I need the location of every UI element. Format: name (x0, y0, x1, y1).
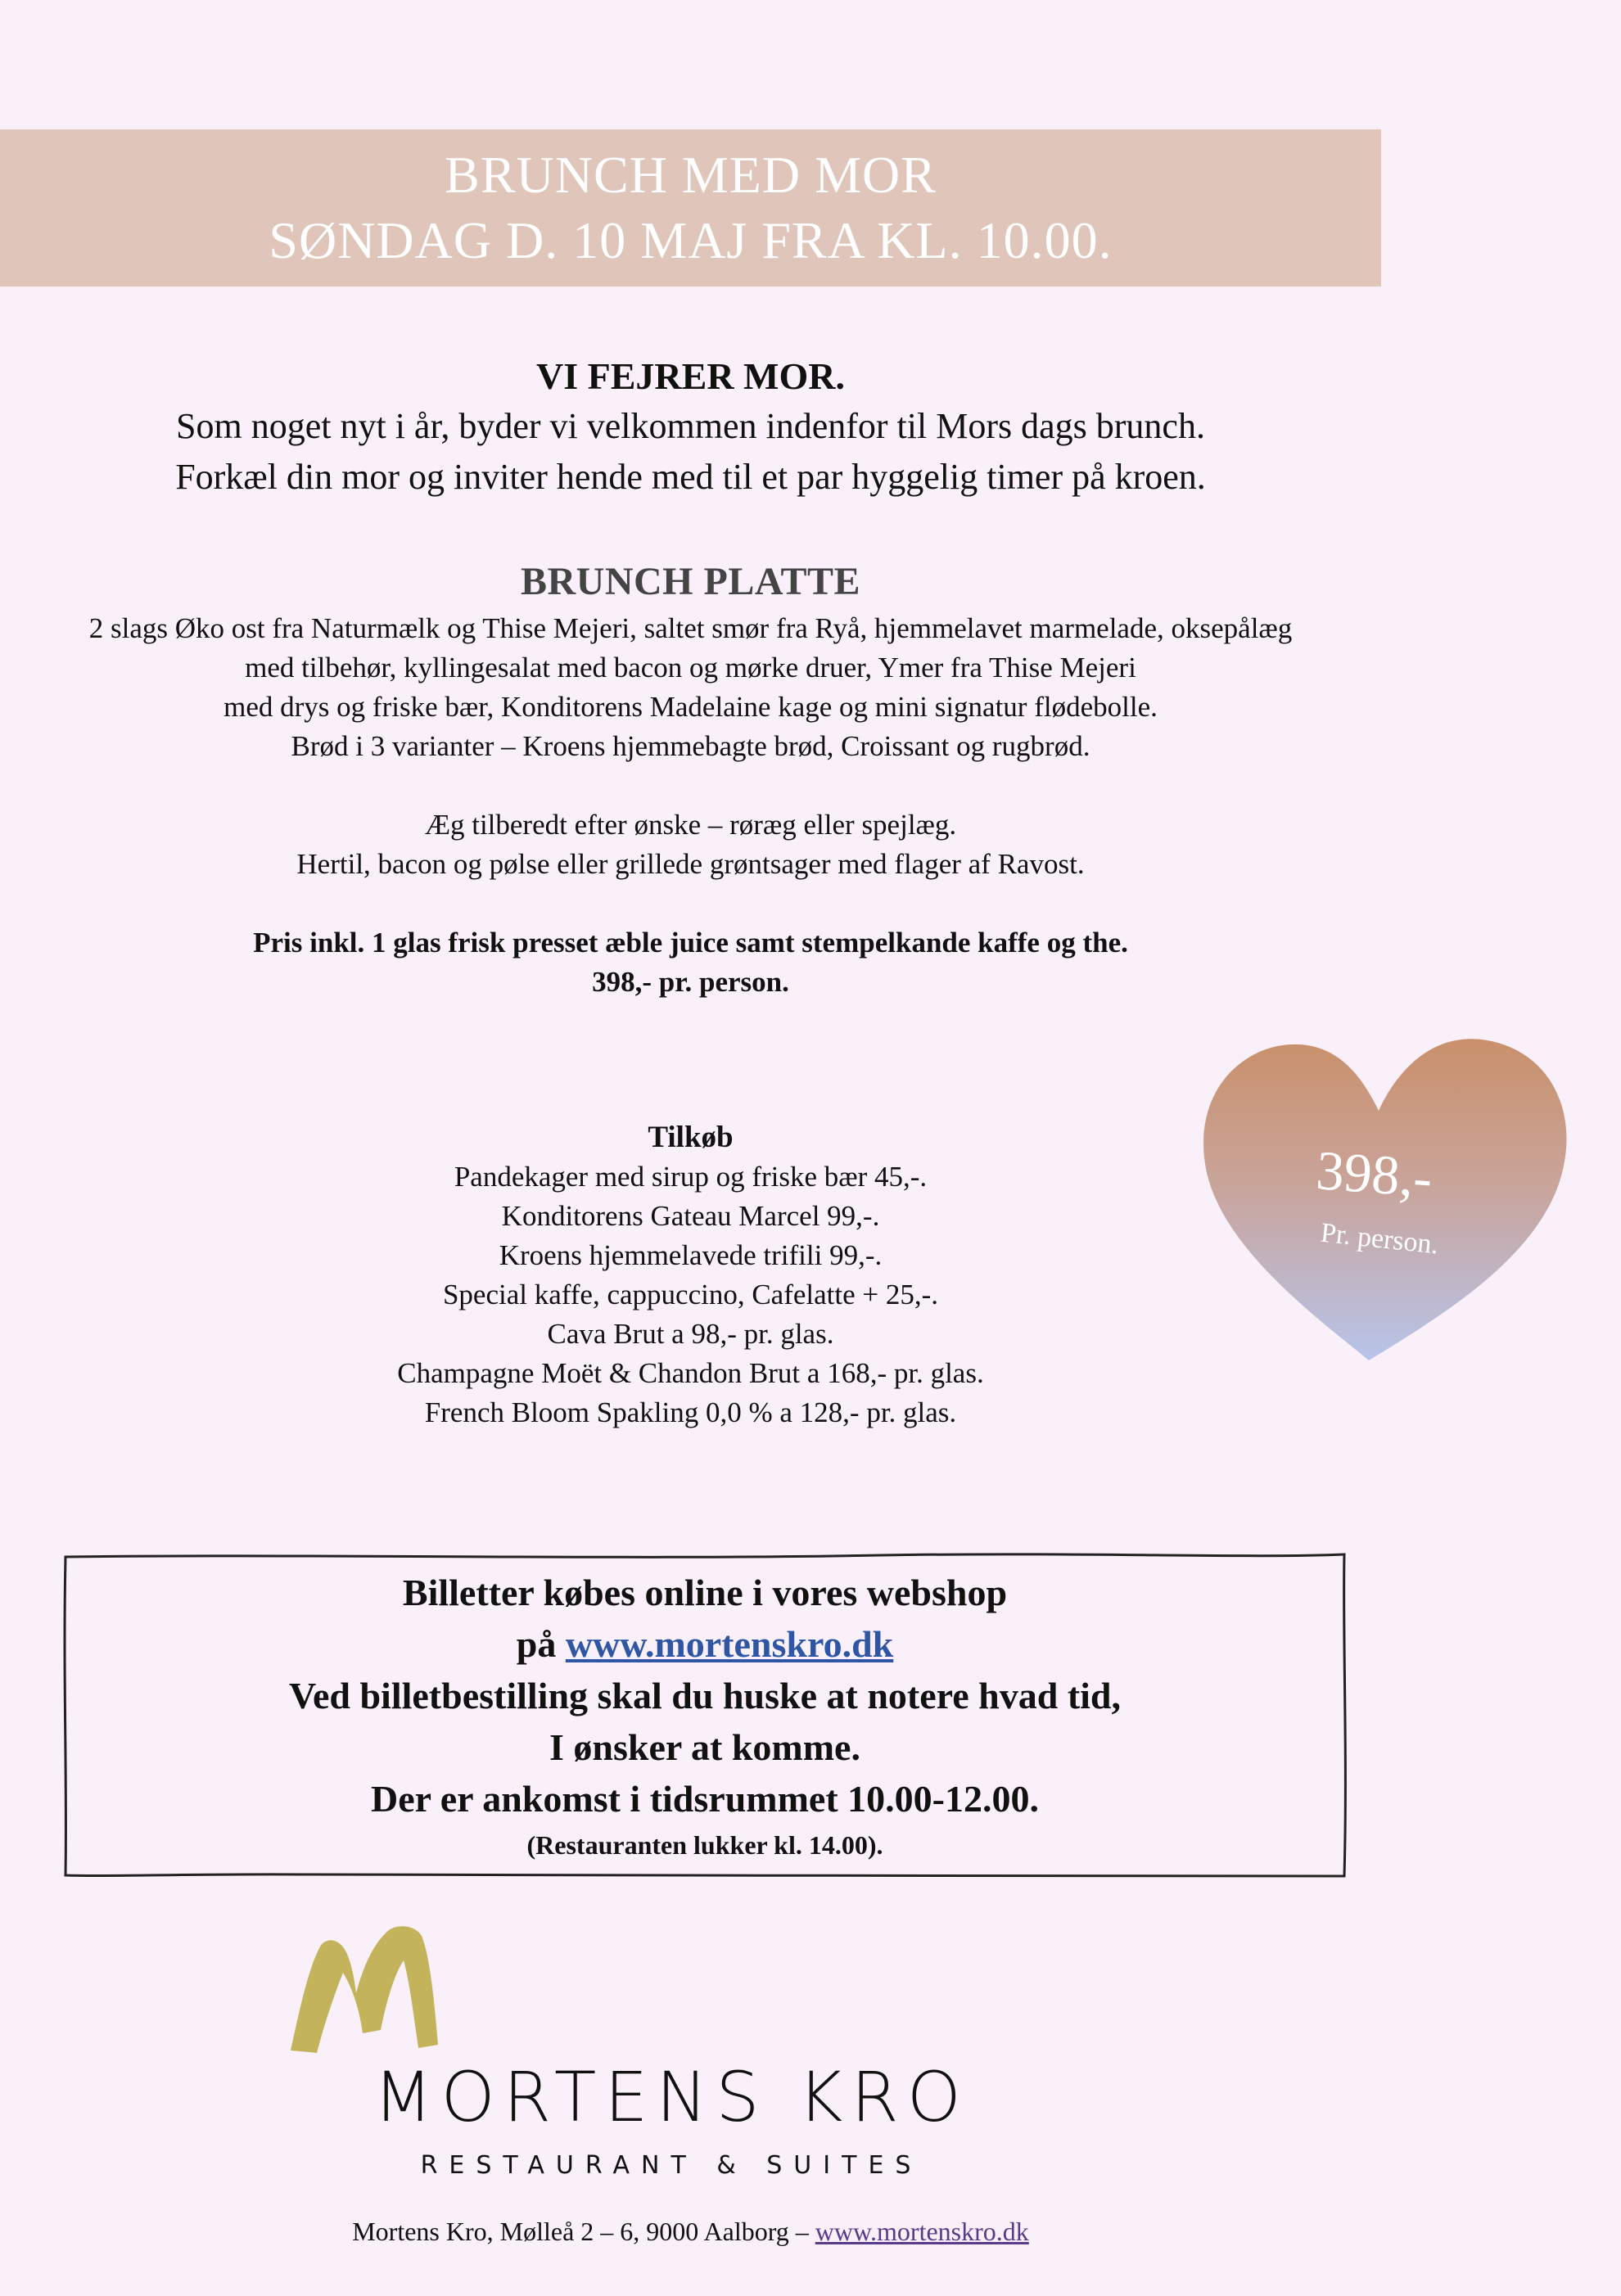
platter-line: med tilbehør, kyllingesalat med bacon og mørke druer, Ymer fra Thise Mejeri (245, 652, 1136, 683)
intro-line-2: Forkæl din mor og inviter hende med til et par hyggelig timer på kroen. (175, 457, 1206, 497)
platter-line: Brød i 3 varianter – Kroens hjemmebagte brød, Croissant og rugbrød. (291, 730, 1090, 762)
heart-icon (1197, 1033, 1574, 1385)
ticket-line-5: Der er ankomst i tidsrummet 10.00-12.00. (371, 1778, 1039, 1820)
mortens-kro-logo (360, 1924, 982, 2202)
extras-item: Konditorens Gateau Marcel 99,-. (501, 1200, 880, 1232)
heart-price: 398,- (1314, 1139, 1434, 1209)
spacer (0, 884, 1381, 923)
heart-per-person: Pr. person. (1319, 1217, 1440, 1261)
ticket-line-4: I ønsker at komme. (549, 1726, 860, 1768)
footer-address (0, 2217, 1381, 2247)
brunch-platter-section (0, 555, 1381, 1002)
platter-title: BRUNCH PLATTE (521, 560, 860, 603)
heart-price-badge (1197, 1033, 1574, 1385)
ticket-line-3: Ved billetbestilling skal du huske at notere hvad tid, (288, 1675, 1122, 1716)
platter-line: med drys og friske bær, Konditorens Madelaine kage og mini signatur flødebolle. (224, 691, 1158, 723)
footer-website-link[interactable]: www.mortenskro.dk (815, 2217, 1029, 2246)
header-banner (0, 129, 1381, 286)
ticket-link-prefix: på (516, 1623, 566, 1665)
ticket-line-1: Billetter købes online i vores webshop (402, 1572, 1008, 1613)
ticket-info-box (62, 1552, 1348, 1879)
price-per-person: 398,- pr. person. (592, 966, 789, 998)
spacer (0, 766, 1381, 805)
intro-heading: VI FEJRER MOR. (536, 355, 845, 397)
extras-section (0, 1118, 1381, 1432)
closing-note: (Restauranten lukker kl. 14.00). (526, 1830, 883, 1860)
extras-item: Pandekager med sirup og friske bær 45,-. (454, 1161, 928, 1193)
extras-item: French Bloom Spakling 0,0 % a 128,- pr. glas. (424, 1396, 957, 1428)
footer-address-text: Mortens Kro, Mølleå 2 – 6, 9000 Aalborg – (352, 2217, 815, 2246)
extras-item: Cava Brut a 98,- pr. glas. (547, 1318, 834, 1350)
egg-line: Æg tilberedt efter ønske – røræg eller spejlæg. (424, 809, 957, 841)
banner-title: BRUNCH MED MOR (445, 146, 937, 204)
webshop-link[interactable]: www.mortenskro.dk (565, 1623, 894, 1665)
intro-section (0, 352, 1381, 503)
platter-line: 2 slags Øko ost fra Naturmælk og Thise Mejeri, saltet smør fra Ryå, hjemmelavet marmelade, oksepålæg (88, 612, 1293, 644)
banner-date: SØNDAG D. 10 MAJ FRA KL. 10.00. (269, 211, 1113, 269)
logo-m-icon (274, 1924, 446, 2055)
extras-item: Champagne Moët & Chandon Brut a 168,- pr. glas. (397, 1357, 984, 1389)
extras-item: Kroens hjemmelavede trifili 99,-. (499, 1239, 883, 1271)
price-line: Pris inkl. 1 glas frisk presset æble juice samt stempelkande kaffe og the. (253, 927, 1128, 959)
ticket-line-2 (62, 1618, 1348, 1670)
intro-line-1: Som noget nyt i år, byder vi velkommen indenfor til Mors dags brunch. (176, 406, 1205, 446)
egg-line: Hertil, bacon og pølse eller grillede grøntsager med flager af Ravost. (296, 848, 1085, 880)
logo-name: MORTENS KRO (373, 2057, 969, 2137)
extras-title: Tilkøb (648, 1121, 734, 1154)
logo-tagline: RESTAURANT & SUITES (420, 2151, 923, 2180)
extras-item: Special kaffe, cappuccino, Cafelatte + 25,-. (442, 1279, 939, 1310)
